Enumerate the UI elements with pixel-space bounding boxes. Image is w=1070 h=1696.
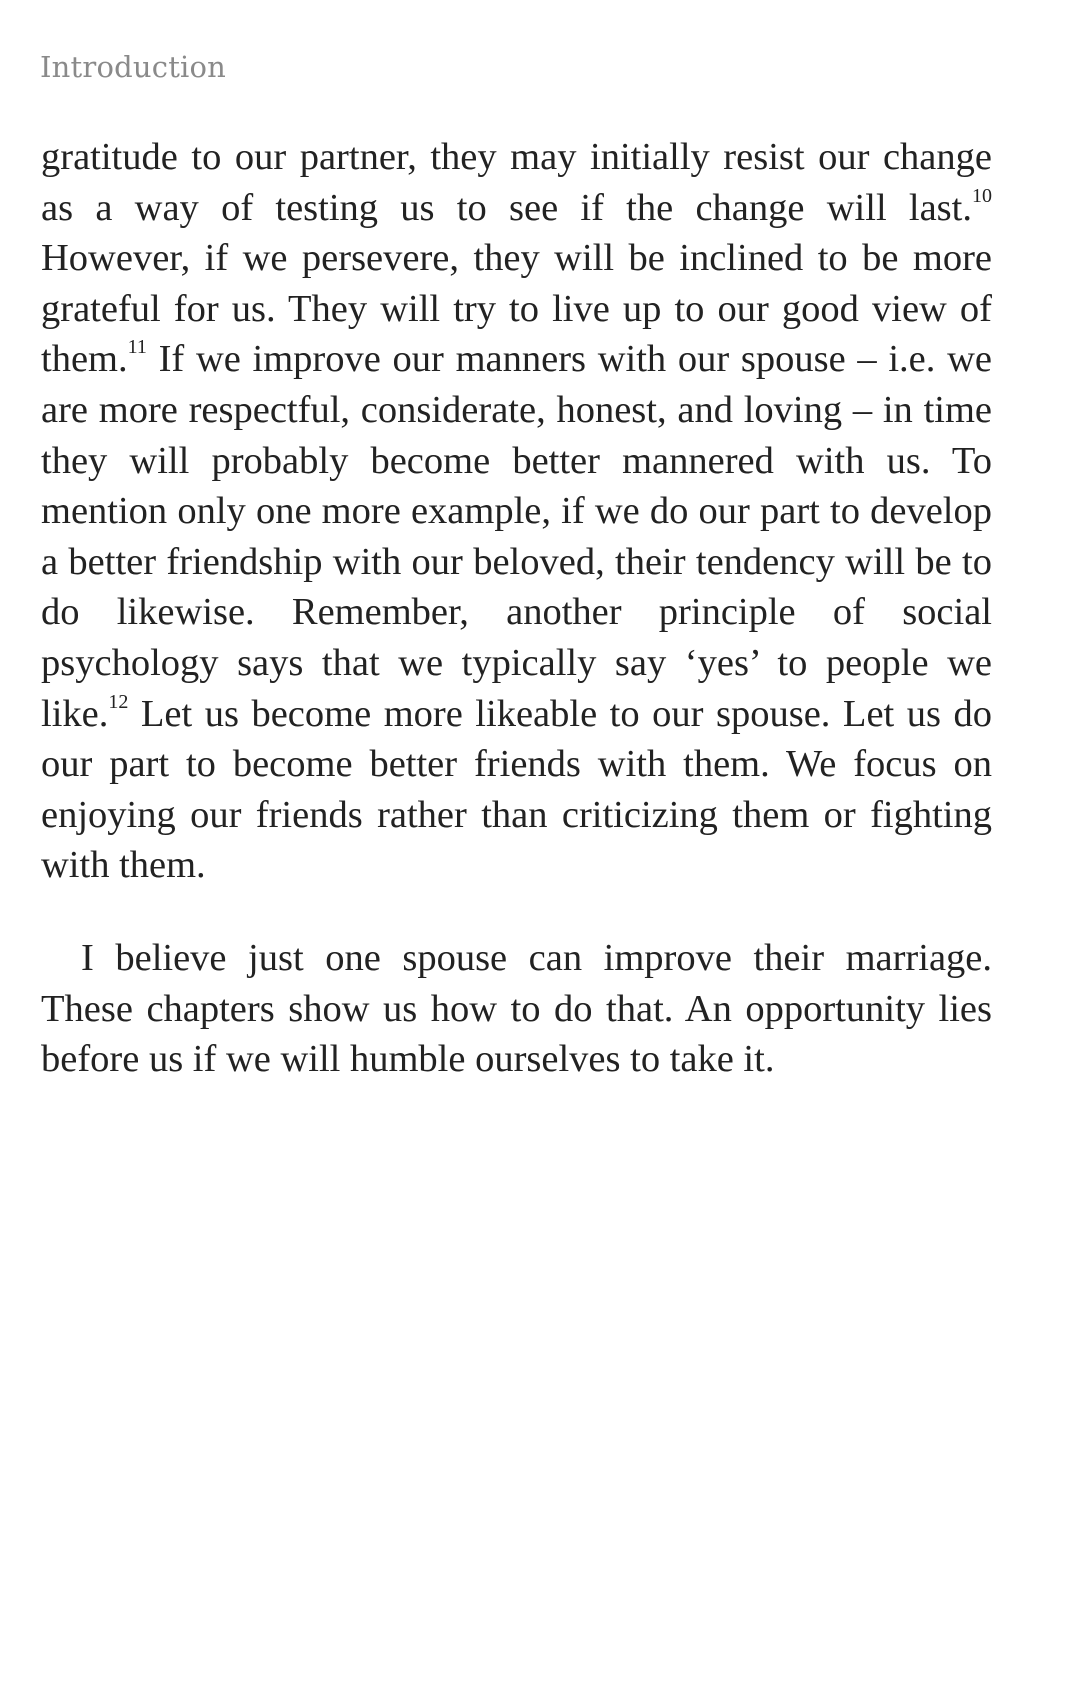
footnote-ref-10[interactable]: 10 [971,184,992,207]
paragraph-text: I believe just one spouse can improve their marriage. These chapters show us how to do that. An opportunity lies before us if we will humble ourselves to take it. [41,936,992,1081]
footnote-ref-11[interactable]: 11 [127,336,147,359]
paragraph-text: However, if we persevere, they will be inclined to be more grateful for us. They will try to live up to our good view of them. [41,237,992,381]
body-text [41,132,992,1085]
paragraph-text: If we improve our manners with our spouse – i.e. we are more respectful, considerate, honest, and loving – in time they will probably become better mannered with us. To mention only one more example, if we do our part to develop a better friendship with our beloved, their tendency will be to do likewise. Remember, another principle of social psychology says that we typically say ‘yes’ to people we like. [41,338,992,735]
running-header: Introduction [40,50,227,84]
paragraph-2 [41,933,992,1085]
paragraph-text: Let us become more likeable to our spouse. Let us do our part to become better friends with them. We focus on enjoying our friends rather than criticizing them or fighting with them. [41,692,992,887]
paragraph-1 [41,132,992,891]
paragraph-text: gratitude to our partner, they may initially resist our change as a way of testing us to see if the change will last. [41,136,992,229]
footnote-ref-12[interactable]: 12 [108,690,129,713]
